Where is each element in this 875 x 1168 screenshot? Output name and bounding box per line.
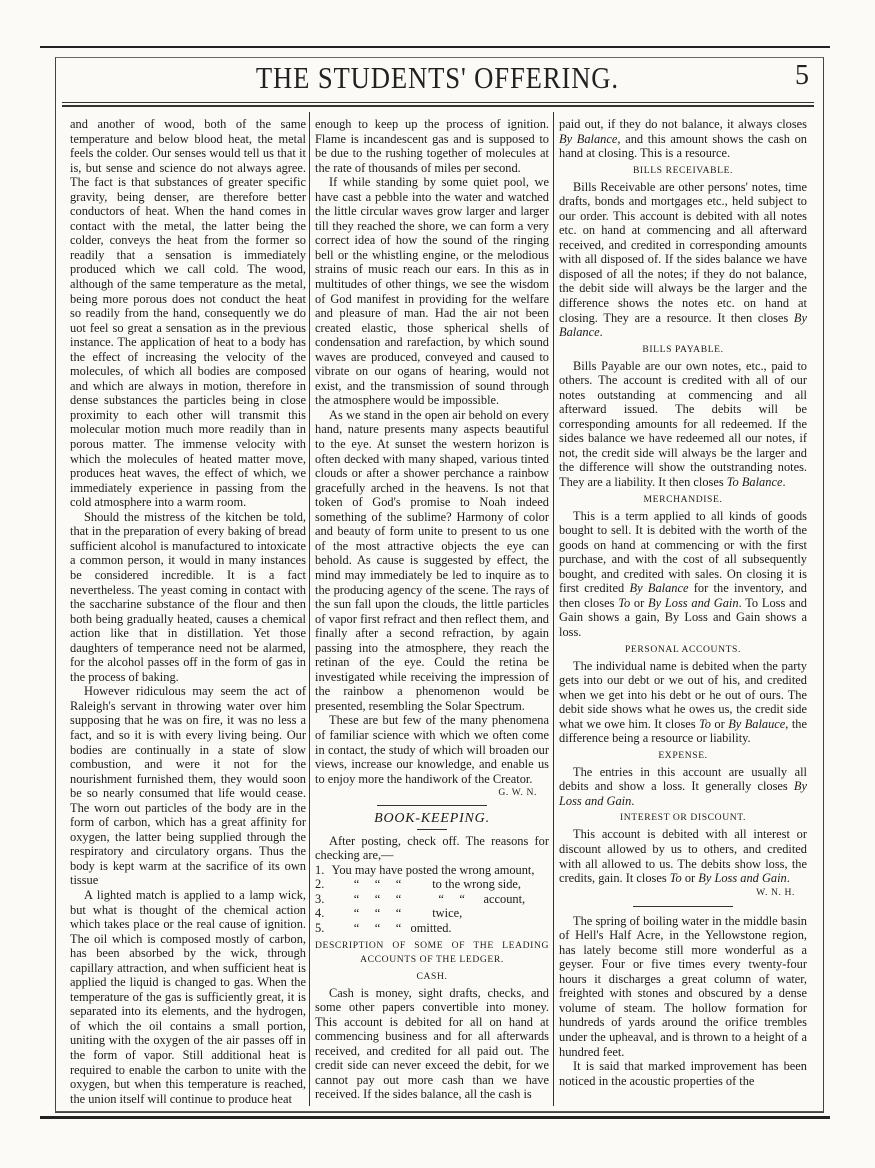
section-heading: BILLS PAYABLE. <box>642 343 724 355</box>
italic-term: By Loss and Gain <box>698 871 787 886</box>
text-run: . <box>782 475 786 490</box>
paragraph <box>315 834 549 863</box>
text-run: and another of wood, both of the same temperature and below blood heat, the metal feels the colder. Our senses would tell us that it is, but sense and science do not always agree. The fact is that substances of greater specific gravity, being denser, are therefore better conductors of heat. When the hand comes in contact with the metal, the latter being the colder, conveys the heat from the former so readily that a sensation is immediately produced which we call cold. The wood, although of the same temperature as the metal, being more porous does not conduct the heat so readily from the hand, consequently we do uot feel so great a sensation as in the previous instance. The application of heat to a body has the effect of increasing the velocity of the molecules, of which all bodies are composed and which are always in motion, therefore in dense substances the particles being in close proximity to each other will transmit this molecular motion much more readily than in porous matter. The immense velocity with which the molecules of heated matter move, produces heat waves, the effect of which, we immediately experience in passing from the cold atmosphere into a warm room. <box>70 117 306 510</box>
paragraph <box>559 659 807 746</box>
list-number: 3. <box>315 891 325 906</box>
italic-term: By Balance <box>559 131 618 146</box>
separator-rule <box>633 906 733 907</box>
text-run: A lighted match is applied to a lamp wick, but what is thought of the chemical action which takes place or the real cause of ignition. The oil which is composed mostly of carbon, has been absorbed by the wick, through capillary attraction, and when sufficient heat is applied the liquid is changed to gas. When the temperature of the gas is sufficiently great, it is separated into its elements, and the hydrogen, of which the oil contains a small portion, uniting with the oxygen of the air passes off in the form of vapor. Still additional heat is required to enable the carbon to unite with the oxygen, but when this temperature is reached, the union itself will continue to produce heat <box>70 887 306 1106</box>
text-run: These are but few of the many phenomena of familiar science with which we often come in contact, the study of which will broaden our views, increase our knowledge, and enable us to enjoy more the handiwork of the Creator. <box>315 713 549 786</box>
paragraph <box>315 175 549 408</box>
text-run: Bills Payable are our own notes, etc., paid to others. The account is credited with all of our notes outstanding at commencing and all afterward issued. The debits will be corresponding amounts for all redeemed. If the sides balance we have redeemed all our notes, if not, the credit side will always be the larger and the difference will show the outstranding notes. They are a liability. It then closes <box>559 358 807 490</box>
paragraph <box>70 510 306 685</box>
paragraph <box>559 359 807 490</box>
column-divider <box>309 112 310 1106</box>
list-item <box>315 892 549 907</box>
column-2 <box>315 117 549 1102</box>
text-run: The individual name is debited when the party gets into our debt or we out of his, and credited when we get into his debt or he out of ours. The debit side shows what he owes us, the credit side what we owe him. It closes <box>559 658 807 731</box>
text-run: or <box>681 871 699 886</box>
list-item <box>315 906 549 921</box>
bottom-border-rule <box>40 1116 830 1119</box>
paragraph <box>559 509 807 640</box>
paragraph <box>559 914 807 1059</box>
author-signature: W. N. H. <box>756 886 795 898</box>
paragraph <box>315 986 549 1102</box>
section-heading: MERCHANDISE. <box>643 493 723 505</box>
text-run: The spring of boiling water in the middle basin of Hell's Half Acre, in the Yellowstone region, has lately become still more wonderful as a geyser. Four or five times every twenty-four hours it discharges a great column of water, freighted with stones and obscured by a dense volume of steam. The hollow formation for hundreds of yards around the orifice trembles under the upheaval, and is thrown to a height of a hundred feet. <box>559 913 807 1059</box>
text-run: , the difference being a resource or liability. <box>559 716 807 746</box>
paragraph <box>315 713 549 786</box>
text-run: . <box>599 325 603 340</box>
text-run: It is said that marked improvement has been noticed in the acoustic properties of the <box>559 1059 807 1088</box>
section-heading: BILLS RECEIVABLE. <box>632 164 734 176</box>
list-item <box>315 863 549 878</box>
paragraph <box>559 180 807 340</box>
header-rule-thick <box>62 105 814 107</box>
text-run: This account is debited with all interest or discount allowed by us to others, and credited with all allowed to us. The debits show loss, the credits, gain. It closes <box>559 827 807 886</box>
italic-term: To Balance <box>726 475 783 490</box>
text-run: If while standing by some quiet pool, we have cast a pebble into the water and watched the little circular waves grow larger and larger till they reached the shore, we can form a very correct idea of how the sound of the ringing bell or the whistling engine, or the melodious strains of music reach our ears. In this as in multitudes of other things, we see the wisdom of God manifest in providing for the welfare and pleasure of man. Had the air not been created elastic, those spherical shells of condensation and rarefaction, by which sound waves are produced, conveyed and caused to vibrate on our ogans of hearing, would not exist, and the transmission of sound through the atmosphere would be impossible. <box>315 175 549 408</box>
text-run: or <box>710 716 729 731</box>
article-title: BOOK-KEEPING. <box>374 811 490 827</box>
paragraph <box>559 117 807 161</box>
italic-term: To <box>699 716 711 731</box>
list-number: 5. <box>315 920 325 935</box>
list-number: 2. <box>315 877 325 892</box>
text-run: As we stand in the open air behold on every hand, nature presents many aspects beautiful to the eye. At sunset the western horizon is often decked with many shaped, various tinted clouds or after a shower perchance a rainbow gracefully arched in the heavens. Is not that token of God's promise to Noah indeed something of the sublime? Harmony of color and beauty of form unite to present to us one of the most attractive objects the eye can behold. As cause is suggested by effect, the mind may immediately be led to inquire as to the producing agency of the scene. The rays of the sun fall upon the clouds, the little particles of vapor first refract and then reflect them, and finally after a second refraction, by again passing into the atmosphere, they reach the retinan of the eye. Could the retina be investigated while receiving the impression of the rainbow a phenomenon would be presented, resembling the Solar Spectrum. <box>315 407 549 713</box>
section-heading: INTEREST OR DISCOUNT. <box>619 812 747 824</box>
paragraph <box>315 408 549 713</box>
paragraph <box>70 888 306 1106</box>
list-number: 1. <box>315 862 325 877</box>
italic-term: By Loss and Gain <box>648 595 739 610</box>
list-text: You may have posted the wrong amount, <box>329 862 535 877</box>
text-run: or <box>630 595 649 610</box>
author-signature: G. W. N. <box>498 787 537 799</box>
list-text: “ “ “ to the wrong side, <box>329 877 522 892</box>
section-heading: DESCRIPTION OF SOME OF THE LEADING ACCOUNTS OF THE LEDGER. <box>315 939 549 965</box>
text-run: Cash is money, sight drafts, checks, and some other papers convertible into money. This account is debited for all on hand at commencing business and for all afterwards received, and credited for all paid out. The credit side can never exceed the debit, for we cannot pay out more cash than we have received. If the sides balance, all the cash is <box>315 985 549 1102</box>
column-1 <box>70 117 306 1106</box>
reasons-list <box>315 863 549 936</box>
list-item <box>315 877 549 892</box>
paragraph <box>315 117 549 175</box>
list-text: “ “ “ twice, <box>329 906 463 921</box>
text-run: Should the mistress of the kitchen be told, that in the preparation of every baking of bread sufficient alcohol is manufactured to intoxicate a common person, it would in many instances be considered incredible. It is a fact nevertheless. The yeast coming in contact with the saccharine substance of the flour and then both being gradually heated, causes a chemical action like that in distillation. Yet those daughters of temperance need not be alarmed, for the alcohol passes off in the form of gas in the process of baking. <box>70 509 306 684</box>
bottom-inner-rule <box>55 1111 823 1112</box>
text-run: However ridiculous may seem the act of Raleigh's servant in throwing water over him supposing that he was on fire, it was no less a fact, and so it is with every living being. Our bodies are continually in a state of slow combustion, and were it not for the nourishment furnished them, they would soon be so nearly consumed that life would cease. The worn out particles of the body are in the form of carbon, which has a great affinity for oxygen, the latter being supplied through the respiratory and circulatory organs. Thus the body is kept warm at the sacrifice of its own tissue <box>70 684 306 888</box>
text-run: enough to keep up the process of ignition. Flame is incandescent gas and is supposed to be due to the rushing together of molecules at the rate of thousands of miles per second. <box>315 117 549 175</box>
text-run: . <box>786 871 790 886</box>
italic-term: By Loss and Gain <box>559 779 807 808</box>
list-number: 4. <box>315 906 325 921</box>
text-run: for the inventory, and then closes <box>559 581 807 610</box>
italic-term: To <box>618 595 631 610</box>
separator-rule <box>377 805 487 806</box>
paragraph <box>559 1059 807 1088</box>
italic-term: By Balauce <box>728 716 786 731</box>
italic-term: To <box>669 871 682 886</box>
separator-rule <box>417 829 447 830</box>
paragraph <box>559 827 807 885</box>
column-divider <box>553 112 554 1106</box>
list-item <box>315 921 549 936</box>
italic-term: By Balance <box>629 581 689 596</box>
section-heading: CASH. <box>416 970 448 982</box>
text-run: . <box>631 793 635 808</box>
section-heading: EXPENSE. <box>658 749 708 761</box>
text-run: Bills Receivable are other persons' notes, time drafts, bonds and mortgages etc., held subject to our order. This account is debited with all notes etc. on hand at commencing and all afterward received, and credited in corresponding amounts with all disposed of. If the sides balance we have disposed of all the notes; if they do not balance, the debit side will always be the larger and the difference shows the notes etc. on hand at closing. They are a resource. It then closes <box>559 179 807 325</box>
list-text: “ “ “ “ “ account, <box>329 891 526 906</box>
column-3 <box>559 117 807 1088</box>
paragraph <box>70 117 306 510</box>
section-heading: PERSONAL ACCOUNTS. <box>625 643 741 655</box>
paragraph <box>559 765 807 809</box>
text-run: , and this amount shows the cash on hand at closing. This is a resource. <box>559 131 807 161</box>
paragraph <box>70 684 306 888</box>
masthead-title: THE STUDENTS' OFFERING. <box>255 60 619 95</box>
text-run: . To Loss and Gain shows a gain, By Loss and Gain shows a loss. <box>559 595 807 639</box>
text-run: After posting, check off. The reasons for checking are,— <box>315 833 549 863</box>
italic-term: By Balance <box>559 310 807 340</box>
text-run: This is a term applied to all kinds of goods bought to sell. It is debited with the worth of the goods on hand at commencing or with the first purchase, and with the cost of all subsequently bought, and credited with sales. On closing it is first credited <box>559 508 807 596</box>
header-rule <box>62 102 814 103</box>
text-run: paid out, if they do not balance, it always closes <box>559 117 807 131</box>
text-run: The entries in this account are usually all debits and show a loss. It generally closes <box>559 764 807 794</box>
page-number: 5 <box>795 60 809 91</box>
list-text: “ “ “ omitted. <box>329 920 452 935</box>
top-border-rule <box>40 46 830 48</box>
